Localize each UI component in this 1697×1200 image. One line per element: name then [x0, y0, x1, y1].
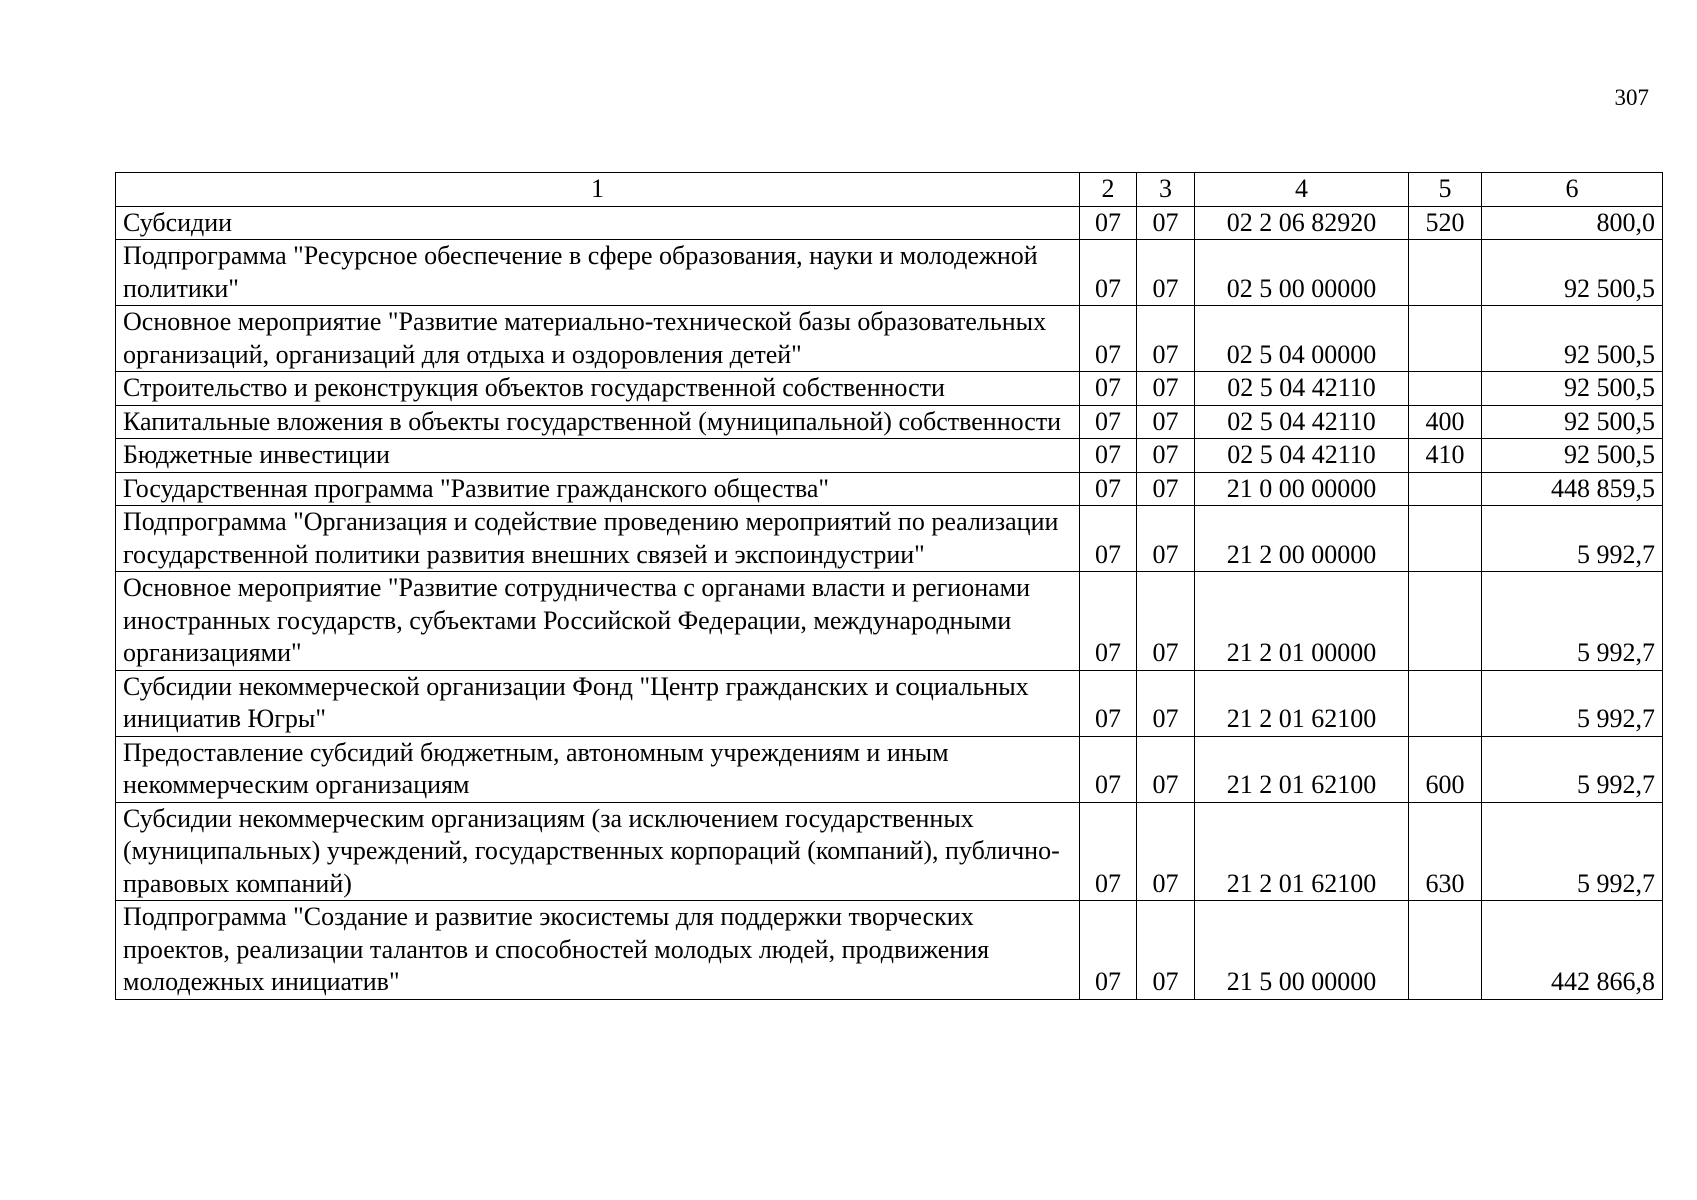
expense-type-code: 630 — [1409, 802, 1482, 901]
target-article-code: 21 2 01 62100 — [1195, 802, 1409, 901]
section-code: 07 — [1080, 736, 1137, 802]
table-row — [116, 736, 1663, 802]
item-name: Подпрограмма "Создание и развитие экосистемы для поддержки творческих проектов, реализации талантов и способностей молодых людей, продвижения молодежных инициатив" — [116, 901, 1080, 1000]
table-row — [116, 439, 1663, 473]
target-article-code: 02 5 04 42110 — [1195, 372, 1409, 406]
amount: 92 500,5 — [1482, 439, 1663, 473]
table-row — [116, 372, 1663, 406]
target-article-code: 02 5 04 42110 — [1195, 439, 1409, 473]
subsection-code: 07 — [1137, 802, 1195, 901]
amount: 5 992,7 — [1482, 802, 1663, 901]
table-row — [116, 405, 1663, 439]
item-name: Основное мероприятие "Развитие сотрудничества с органами власти и регионами иностранных государств, субъектами Российской Федерации, международными организациями" — [116, 572, 1080, 671]
column-header-row — [116, 173, 1663, 207]
section-code: 07 — [1080, 372, 1137, 406]
expense-type-code — [1409, 472, 1482, 506]
section-code: 07 — [1080, 206, 1137, 240]
section-code: 07 — [1080, 670, 1137, 736]
amount: 5 992,7 — [1482, 506, 1663, 572]
subsection-code: 07 — [1137, 372, 1195, 406]
amount: 5 992,7 — [1482, 572, 1663, 671]
section-code: 07 — [1080, 901, 1137, 1000]
table-row — [116, 206, 1663, 240]
table-row — [116, 306, 1663, 372]
column-header: 6 — [1482, 173, 1663, 207]
item-name: Подпрограмма "Ресурсное обеспечение в сфере образования, науки и молодежной политики" — [116, 240, 1080, 306]
section-code: 07 — [1080, 306, 1137, 372]
item-name: Субсидии некоммерческим организациям (за исключением государственных (муниципальных) учреждений, государственных корпораций (компаний), публично-правовых компаний) — [116, 802, 1080, 901]
item-name: Основное мероприятие "Развитие материально-технической базы образовательных организаций, организаций для отдыха и оздоровления детей" — [116, 306, 1080, 372]
amount: 92 500,5 — [1482, 306, 1663, 372]
amount: 442 866,8 — [1482, 901, 1663, 1000]
item-name: Подпрограмма "Организация и содействие проведению мероприятий по реализации государственной политики развития внешних связей и экспоиндустрии" — [116, 506, 1080, 572]
item-name: Бюджетные инвестиции — [116, 439, 1080, 473]
table-row — [116, 472, 1663, 506]
expense-type-code: 400 — [1409, 405, 1482, 439]
item-name: Государственная программа "Развитие гражданского общества" — [116, 472, 1080, 506]
amount: 92 500,5 — [1482, 405, 1663, 439]
item-name: Капитальные вложения в объекты государственной (муниципальной) собственности — [116, 405, 1080, 439]
item-name: Субсидии некоммерческой организации Фонд "Центр гражданских и социальных инициатив Югры" — [116, 670, 1080, 736]
section-code: 07 — [1080, 472, 1137, 506]
table-row — [116, 802, 1663, 901]
item-name: Предоставление субсидий бюджетным, автономным учреждениям и иным некоммерческим организациям — [116, 736, 1080, 802]
subsection-code: 07 — [1137, 306, 1195, 372]
subsection-code: 07 — [1137, 736, 1195, 802]
target-article-code: 21 2 01 62100 — [1195, 736, 1409, 802]
amount: 5 992,7 — [1482, 736, 1663, 802]
table-row — [116, 901, 1663, 1000]
expense-type-code — [1409, 306, 1482, 372]
section-code: 07 — [1080, 506, 1137, 572]
expense-type-code — [1409, 372, 1482, 406]
item-name: Субсидии — [116, 206, 1080, 240]
expense-type-code — [1409, 240, 1482, 306]
expense-type-code: 520 — [1409, 206, 1482, 240]
target-article-code: 02 5 00 00000 — [1195, 240, 1409, 306]
target-article-code: 21 2 00 00000 — [1195, 506, 1409, 572]
column-header: 5 — [1409, 173, 1482, 207]
target-article-code: 21 2 01 62100 — [1195, 670, 1409, 736]
expense-type-code — [1409, 572, 1482, 671]
column-header: 1 — [116, 173, 1080, 207]
section-code: 07 — [1080, 439, 1137, 473]
expense-type-code: 600 — [1409, 736, 1482, 802]
column-header: 4 — [1195, 173, 1409, 207]
budget-table — [115, 172, 1663, 1000]
target-article-code: 02 5 04 00000 — [1195, 306, 1409, 372]
subsection-code: 07 — [1137, 472, 1195, 506]
table-row — [116, 506, 1663, 572]
column-header: 2 — [1080, 173, 1137, 207]
subsection-code: 07 — [1137, 240, 1195, 306]
subsection-code: 07 — [1137, 405, 1195, 439]
subsection-code: 07 — [1137, 670, 1195, 736]
expense-type-code — [1409, 670, 1482, 736]
page-number: 307 — [1614, 85, 1649, 110]
table-row — [116, 240, 1663, 306]
section-code: 07 — [1080, 240, 1137, 306]
subsection-code: 07 — [1137, 439, 1195, 473]
target-article-code: 21 0 00 00000 — [1195, 472, 1409, 506]
section-code: 07 — [1080, 572, 1137, 671]
target-article-code: 02 5 04 42110 — [1195, 405, 1409, 439]
table-row — [116, 572, 1663, 671]
target-article-code: 21 5 00 00000 — [1195, 901, 1409, 1000]
expense-type-code — [1409, 506, 1482, 572]
subsection-code: 07 — [1137, 901, 1195, 1000]
amount: 800,0 — [1482, 206, 1663, 240]
subsection-code: 07 — [1137, 572, 1195, 671]
amount: 92 500,5 — [1482, 240, 1663, 306]
section-code: 07 — [1080, 802, 1137, 901]
subsection-code: 07 — [1137, 206, 1195, 240]
amount: 92 500,5 — [1482, 372, 1663, 406]
expense-type-code — [1409, 901, 1482, 1000]
section-code: 07 — [1080, 405, 1137, 439]
expense-type-code: 410 — [1409, 439, 1482, 473]
item-name: Строительство и реконструкция объектов государственной собственности — [116, 372, 1080, 406]
target-article-code: 21 2 01 00000 — [1195, 572, 1409, 671]
column-header: 3 — [1137, 173, 1195, 207]
table-row — [116, 670, 1663, 736]
target-article-code: 02 2 06 82920 — [1195, 206, 1409, 240]
amount: 448 859,5 — [1482, 472, 1663, 506]
amount: 5 992,7 — [1482, 670, 1663, 736]
subsection-code: 07 — [1137, 506, 1195, 572]
